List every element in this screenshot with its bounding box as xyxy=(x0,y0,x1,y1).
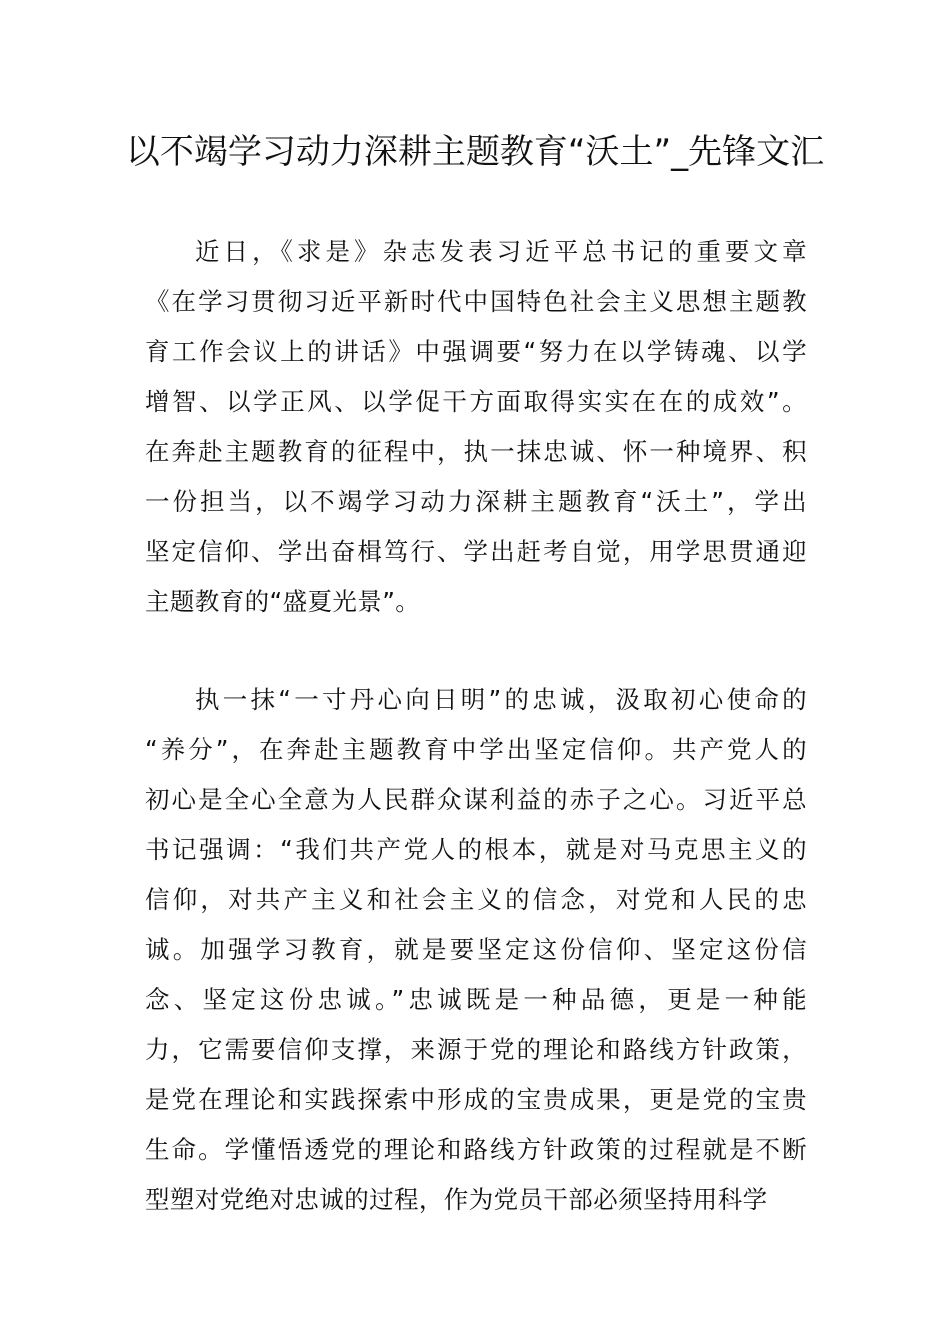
paragraph-line: 《在学习贯彻习近平新时代中国特色社会主义思想主题教 xyxy=(145,287,807,316)
paragraph-line: 初心是全心全意为人民群众谋利益的赤子之心。习近平总 xyxy=(145,785,807,814)
paragraph-line: 在奔赴主题教育的征程中，执一抹忠诚、怀一种境界、积 xyxy=(145,437,807,466)
paragraph-line: 执一抹“一寸丹心向日明”的忠诚，汲取初心使命的 xyxy=(195,685,807,714)
paragraph-2 xyxy=(145,675,807,1225)
paragraph-1 xyxy=(145,227,807,627)
paragraph-line: 近日，《求是》杂志发表习近平总书记的重要文章 xyxy=(195,237,807,266)
paragraph-line: 一份担当，以不竭学习动力深耕主题教育“沃土”，学出 xyxy=(145,487,807,516)
document-title: 以不竭学习动力深耕主题教育“沃土”_先锋文汇 xyxy=(125,132,825,172)
paragraph-line: 坚定信仰、学出奋楫笃行、学出赶考自觉，用学思贯通迎 xyxy=(145,537,807,566)
paragraph-line: “养分”，在奔赴主题教育中学出坚定信仰。共产党人的 xyxy=(145,735,807,764)
paragraph-line: 诚。加强学习教育，就是要坚定这份信仰、坚定这份信 xyxy=(145,935,807,964)
paragraph-line: 力，它需要信仰支撑，来源于党的理论和路线方针政策， xyxy=(145,1035,807,1064)
paragraph-line: 型塑对党绝对忠诚的过程，作为党员干部必须坚持用科学 xyxy=(145,1185,768,1214)
paragraph-line: 增智、以学正风、以学促干方面取得实实在在的成效”。 xyxy=(145,387,807,416)
paragraph-line: 信仰，对共产主义和社会主义的信念，对党和人民的忠 xyxy=(145,885,807,914)
paragraph-line: 是党在理论和实践探索中形成的宝贵成果，更是党的宝贵 xyxy=(145,1085,807,1114)
paragraph-line: 主题教育的“盛夏光景”。 xyxy=(145,587,421,616)
paragraph-line: 育工作会议上的讲话》中强调要“努力在以学铸魂、以学 xyxy=(145,337,807,366)
paragraph-line: 书记强调：“我们共产党人的根本，就是对马克思主义的 xyxy=(145,835,807,864)
paragraph-line: 念、坚定这份忠诚。”忠诚既是一种品德，更是一种能 xyxy=(145,985,807,1014)
paragraph-line: 生命。学懂悟透党的理论和路线方针政策的过程就是不断 xyxy=(145,1135,807,1164)
